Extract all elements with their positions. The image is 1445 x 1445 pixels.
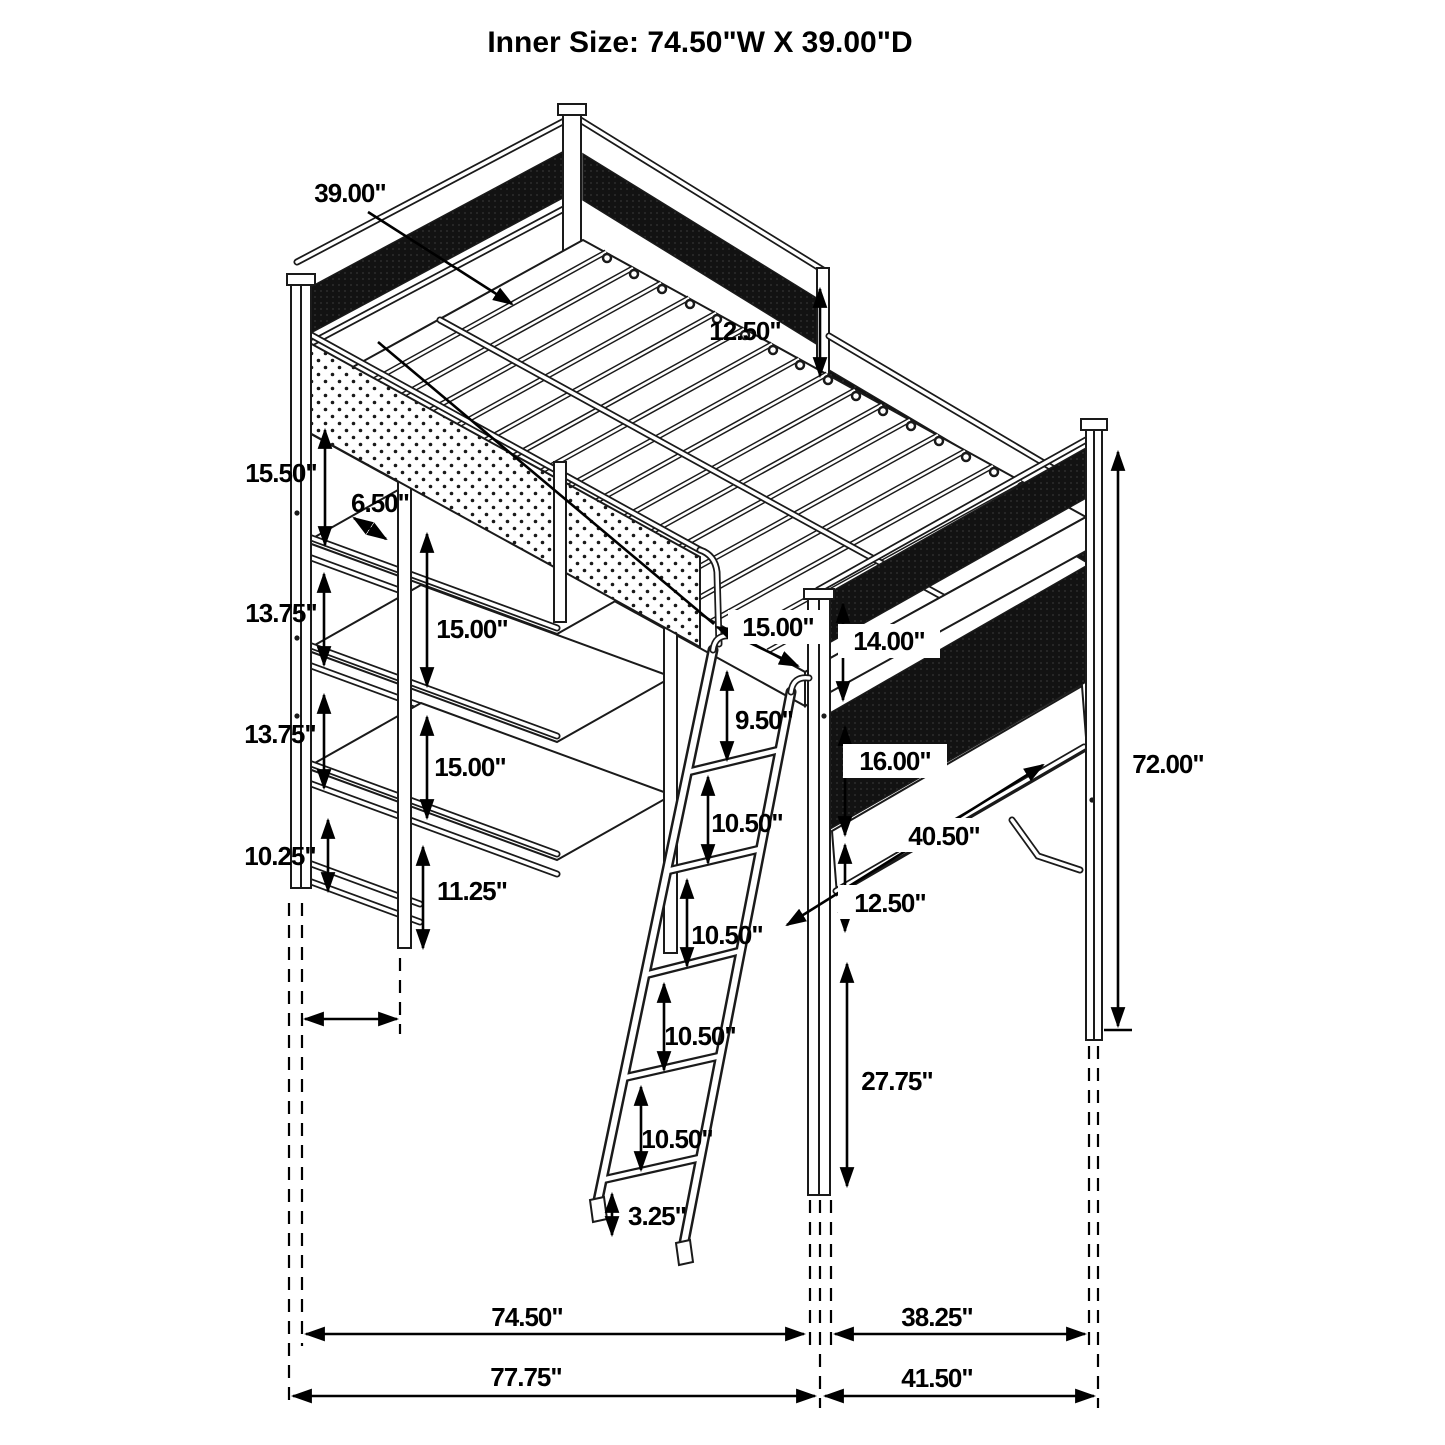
dim-label-10-50-a: 10.50" [711, 808, 783, 838]
dim-label-11-25: 11.25" [437, 876, 507, 906]
dim-label-38-25: 38.25" [901, 1302, 973, 1332]
dim-label-12-50-mid: 12.50" [854, 888, 926, 918]
dim-label-41-50: 41.50" [901, 1363, 973, 1393]
dim-label-10-50-d: 10.50" [641, 1124, 713, 1154]
dim-label-39-00: 39.00" [314, 178, 386, 208]
dim-label-10-25: 10.25" [244, 841, 316, 871]
dim-label-12-50-top: 12.50" [709, 316, 781, 346]
dim-label-13-75-a: 13.75" [245, 598, 317, 628]
dim-label-27-75: 27.75" [861, 1066, 933, 1096]
dim-label-77-75: 77.75" [490, 1362, 562, 1392]
bed-structure [287, 104, 1107, 1265]
dim-label-72-00: 72.00" [1132, 749, 1204, 779]
dim-label-13-75-b: 13.75" [244, 719, 316, 749]
dim-label-40-50: 40.50" [908, 821, 980, 851]
dim-label-14-00: 14.00" [853, 626, 925, 656]
dim-label-15-00-a: 15.00" [436, 614, 508, 644]
desk-front-leg [398, 452, 411, 948]
ladder-foot-left [590, 1197, 607, 1222]
dim-label-9-50: 9.50" [735, 705, 793, 735]
dim-label-6-50: 6.50" [351, 488, 409, 518]
dim-label-15-00-b: 15.00" [434, 752, 506, 782]
dim-label-3-25: 3.25" [628, 1201, 686, 1231]
dim-label-16-00: 16.00" [859, 746, 931, 776]
ladder-foot-right [676, 1240, 693, 1265]
dim-label-15-00-c: 15.00" [742, 612, 814, 642]
dim-label-15-50: 15.50" [245, 458, 317, 488]
dim-label-10-50-b: 10.50" [691, 920, 763, 950]
dim-label-10-50-c: 10.50" [664, 1021, 736, 1051]
dim-label-74-50: 74.50" [491, 1302, 563, 1332]
page-title: Inner Size: 74.50"W X 39.00"D [487, 26, 913, 59]
